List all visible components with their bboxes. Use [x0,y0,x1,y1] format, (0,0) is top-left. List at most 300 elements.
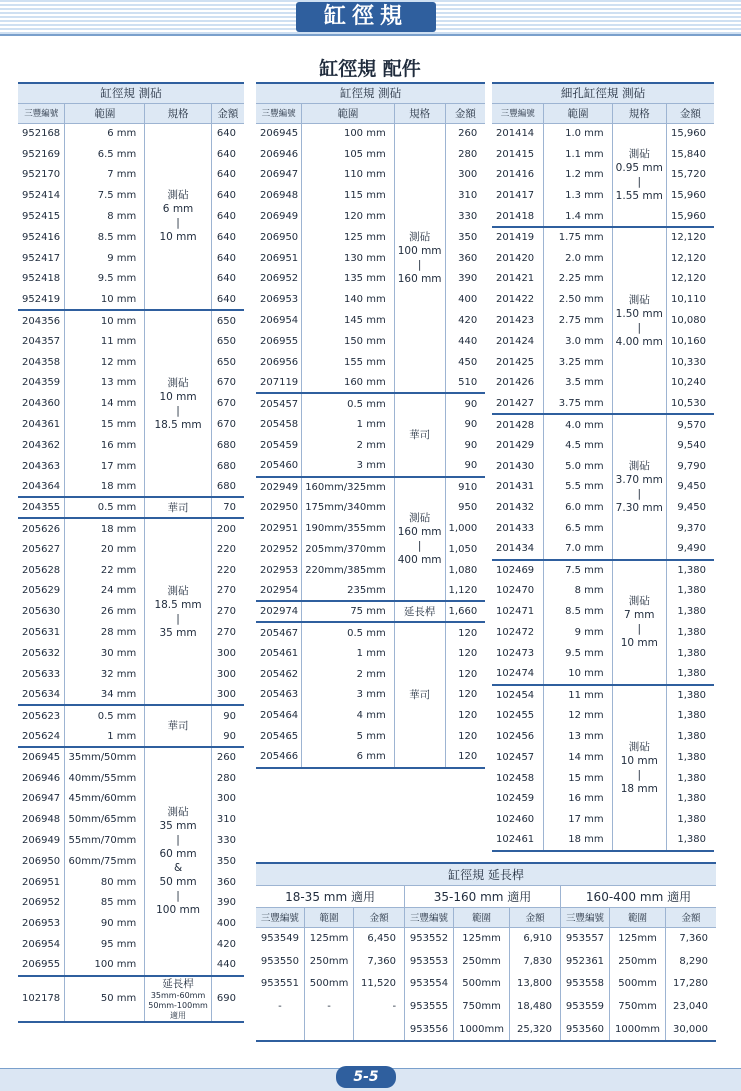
spec-line: | [637,768,642,781]
col-spec: 規格 [612,103,666,123]
item-code: 102461 [496,834,535,846]
item-amount: 420 [216,938,236,950]
item-amount: 640 [216,231,236,243]
item-range: 17 mm [65,456,145,477]
item-range: 10 mm [65,310,145,331]
item-code: 204359 [22,377,61,389]
item-code: 206947 [22,793,61,805]
extension-title: 缸徑規 延長桿 [256,863,716,885]
item-spec [145,705,212,747]
spec-line: | [176,404,180,417]
item-amount: 8,290 [666,950,716,973]
item-code: 206953 [260,294,299,306]
item-range: 1.4 mm [544,206,612,227]
col-spec: 規格 [394,103,445,123]
item-range: 10 mm [544,664,612,685]
item-amount: 350 [216,855,236,867]
spec-line: 測砧 [167,189,189,202]
col-range: 範圍 [453,907,509,927]
item-amount: 1,380 [677,751,706,763]
spec-line: 10 mm [620,754,658,767]
item-range: 1000mm [609,1018,665,1041]
table-row [256,165,485,186]
spec-line: 測砧 [409,511,431,524]
spec-line: 測砧 [167,806,189,819]
item-range: 2.50 mm [544,289,612,310]
table-row [256,973,716,996]
table-row [492,414,714,435]
item-code: 206949 [22,834,61,846]
item-code: 202952 [260,543,299,555]
item-amount: 1,050 [448,543,478,555]
table-row [256,373,485,394]
item-code: 205629 [22,585,61,597]
spec-line: | [637,321,642,334]
item-code: 205467 [256,622,302,643]
item-code: 201429 [496,439,535,451]
item-range: 175mm/340mm [302,497,395,518]
item-range: 125mm [609,927,665,950]
item-range: 250mm [609,950,665,973]
right-fine-bore-table [492,82,714,852]
item-amount: 10,160 [671,335,706,347]
item-amount: 910 [445,477,485,498]
item-code: 204356 [18,310,65,331]
item-amount: 10,530 [671,397,706,409]
item-amount: 90 [211,705,244,726]
item-code: 205466 [260,751,299,763]
table-row [256,497,485,518]
item-amount: 280 [458,148,478,160]
item-amount: 1,380 [677,814,706,826]
item-range: 500mm [304,973,353,996]
table-row [492,497,714,518]
item-amount: 9,370 [677,523,706,535]
item-amount: 30,000 [666,1018,716,1041]
item-range: 60mm/75mm [65,851,145,872]
item-amount: 17,280 [666,973,716,996]
item-range: 750mm [609,995,665,1018]
item-code: 206954 [22,938,61,950]
item-code: 206951 [22,876,61,888]
page-title: 缸徑規 [296,2,436,32]
middle-anvil-table [256,82,485,769]
table-row [492,539,714,560]
item-amount: 510 [458,376,478,388]
table-row [256,352,485,373]
item-code: 206950 [22,855,61,867]
item-range: 18 mm [544,830,612,851]
item-code: 204362 [22,439,61,451]
item-amount: 1,380 [677,606,706,618]
item-spec [145,976,212,1022]
item-code: 952418 [22,273,61,285]
item-range: 34 mm [65,685,145,706]
item-code: 201417 [496,190,535,202]
spec-line: 華司 [167,720,189,733]
item-code: 202954 [260,584,299,596]
spec-line: 華司 [167,501,189,514]
table-row [492,165,714,186]
item-range: 110 mm [302,165,395,186]
item-range: 18 mm [65,477,145,498]
item-code: 205628 [22,564,61,576]
col-code: 三豐編號 [561,907,610,927]
item-code: 206952 [260,273,299,285]
item-amount: 15,720 [671,169,706,181]
item-amount: 7,830 [510,950,561,973]
page-footer [0,1068,741,1091]
item-amount: 1,380 [677,710,706,722]
item-amount: 13,800 [510,973,561,996]
item-amount: 300 [216,793,236,805]
col-code: 三豐編號 [405,907,454,927]
item-range: 7.5 mm [65,185,145,206]
item-code: 102454 [492,685,544,706]
table-row [256,310,485,331]
extension-rod-table [256,862,716,1042]
item-code: 205631 [22,627,61,639]
table-row [492,643,714,664]
item-range: 500mm [609,973,665,996]
item-range: 3.0 mm [544,331,612,352]
item-code: 207119 [260,376,299,388]
col-spec: 規格 [145,103,212,123]
item-range: 15 mm [65,414,145,435]
spec-line: | [417,258,422,271]
item-code: 202974 [256,601,302,622]
table-row [256,747,485,768]
item-amount: 1,380 [666,560,714,581]
spec-line: | [637,487,642,500]
table-row [256,622,485,643]
col-amount: 金額 [354,907,405,927]
col-amount: 金額 [510,907,561,927]
item-code: 205633 [22,668,61,680]
item-code: 102458 [496,772,535,784]
spec-line: 1.50 mm [615,307,663,320]
table-row [492,456,714,477]
item-amount: 1,380 [677,772,706,784]
table-row [492,664,714,685]
table-row [492,352,714,373]
item-amount: 1,660 [445,601,485,622]
item-range: 14 mm [65,393,145,414]
item-amount: 6,450 [354,927,405,950]
item-amount: 25,320 [510,1018,561,1041]
item-range: 4.5 mm [544,435,612,456]
item-amount: 390 [458,273,478,285]
item-range: 120 mm [302,206,395,227]
item-code: 204361 [22,419,61,431]
item-code: 205457 [256,393,302,414]
item-amount: 300 [216,688,236,700]
item-range: 4.0 mm [544,414,612,435]
item-code: 102455 [496,710,535,722]
item-amount: 120 [458,710,478,722]
spec-line: 華司 [409,428,431,441]
item-amount: 310 [458,190,478,202]
spec-line: 測砧 [628,147,650,160]
item-range: 50 mm [65,976,145,1022]
spec-line: 0.95 mm [615,161,663,174]
table-row [18,705,244,726]
item-range: 80 mm [65,872,145,893]
item-range: 3.5 mm [544,373,612,394]
item-amount: 360 [458,252,478,264]
table-row [18,518,244,539]
item-spec [145,747,212,976]
item-range: 135 mm [302,269,395,290]
item-code: 952168 [22,128,61,140]
spec-line: 18 mm [620,782,658,795]
spec-line: 測砧 [628,459,650,472]
item-range: 1.0 mm [544,123,612,144]
spec-line: | [637,175,642,188]
item-range: 250mm [453,950,509,973]
item-range: 9 mm [544,622,612,643]
spec-line: 3.70 mm [615,473,663,486]
item-code: 952417 [22,252,61,264]
spec-line: 100 mm [397,244,442,257]
item-amount: 90 [223,730,236,742]
item-amount: 9,790 [677,460,706,472]
item-range: 3.75 mm [544,393,612,414]
item-code: 201420 [496,252,535,264]
item-code: 201425 [496,356,535,368]
spec-line: 測砧 [409,230,431,243]
table-row [256,1018,716,1041]
spec-line: 35 mm [159,820,197,833]
spec-line: 100 mm [156,904,200,917]
item-range: 16 mm [544,789,612,810]
item-amount: 690 [211,976,244,1022]
page-number: 5-5 [336,1066,396,1088]
table-row [492,747,714,768]
item-code: 205458 [260,419,299,431]
table-row [256,393,485,414]
item-amount: 220 [216,543,236,555]
item-range: 30 mm [65,643,145,664]
item-amount: 640 [216,273,236,285]
item-code: 952170 [22,169,61,181]
item-code: 205630 [22,606,61,618]
table-row [256,581,485,602]
item-range: 140 mm [302,289,395,310]
item-code: 201430 [496,460,535,472]
table-row [256,664,485,685]
item-range: 1000mm [453,1018,509,1041]
item-code: 205634 [22,688,61,700]
col-range: 範圍 [304,907,353,927]
item-range: 8 mm [544,581,612,602]
table-row [492,789,714,810]
item-range: 6.5 mm [65,144,145,165]
item-range: 8.5 mm [65,227,145,248]
table-row [492,289,714,310]
table-row [492,518,714,539]
item-code: 205632 [22,647,61,659]
table-row [492,581,714,602]
item-range: 155 mm [302,352,395,373]
item-amount: 10,240 [671,377,706,389]
item-range: 1.2 mm [544,165,612,186]
item-range: 17 mm [544,809,612,830]
item-code: 205461 [260,647,299,659]
item-amount: 640 [216,190,236,202]
item-amount: 640 [216,148,236,160]
item-code [256,1018,304,1041]
spec-line: | [176,612,180,625]
item-amount: 650 [216,356,236,368]
table-row [256,144,485,165]
item-code: 206951 [260,252,299,264]
spec-line: 60 mm [159,848,197,861]
item-amount: 400 [216,918,236,930]
spec-line: 延長桿 [162,977,194,990]
item-amount: 120 [458,689,478,701]
table-row [256,560,485,581]
item-amount: 9,450 [677,481,706,493]
item-amount: 120 [458,647,478,659]
item-range: 5.0 mm [544,456,612,477]
table-row [256,643,485,664]
item-range: 9.5 mm [544,643,612,664]
item-amount: 640 [216,252,236,264]
item-code: 206945 [260,128,299,140]
item-code: 205460 [260,460,299,472]
item-code: 206949 [260,211,299,223]
item-amount: 90 [445,393,485,414]
item-amount: 390 [216,897,236,909]
item-code: 102459 [496,793,535,805]
item-amount: 10,330 [671,356,706,368]
table-row [18,497,244,518]
table-row [256,601,485,622]
table-row [256,685,485,706]
item-amount: 15,840 [671,148,706,160]
item-code: 204364 [22,480,61,492]
col-code: 三豐編號 [492,103,544,123]
item-spec [145,518,212,705]
extension-section-label: 160-400 mm 適用 [561,885,716,907]
item-amount: 120 [458,751,478,763]
item-amount: 1,380 [677,647,706,659]
item-amount: 9,490 [677,543,706,555]
table-row [492,768,714,789]
item-amount: 670 [216,398,236,410]
item-range: 75 mm [302,601,395,622]
item-amount: 640 [216,211,236,223]
item-code: 205462 [260,668,299,680]
item-range: 190mm/355mm [302,518,395,539]
item-range: 105 mm [302,144,395,165]
item-amount: 7,360 [354,950,405,973]
item-code: 201416 [496,169,535,181]
item-amount: 1,380 [677,731,706,742]
spec-line: & [173,862,183,875]
item-range: 55mm/70mm [65,830,145,851]
table-row [492,830,714,851]
item-amount: 280 [216,772,236,784]
table-row [256,995,716,1018]
item-code: 201424 [496,335,535,347]
item-amount: 650 [211,310,244,331]
item-range: 160 mm [302,373,395,394]
spec-line: 測砧 [167,584,189,597]
table-row [492,331,714,352]
table-row [256,927,716,950]
item-range: 1 mm [302,414,395,435]
item-range: 24 mm [65,581,145,602]
table-row [256,248,485,269]
item-spec [394,601,445,622]
table-row [256,539,485,560]
item-spec [612,123,666,227]
table-row [492,227,714,248]
item-amount: 350 [458,231,478,243]
item-code: 201434 [496,543,535,555]
item-range: 205mm/370mm [302,539,395,560]
item-code: 953555 [405,995,454,1018]
item-spec [394,393,445,476]
item-code: 204363 [22,460,61,472]
table-row [256,206,485,227]
item-range: 100 mm [302,123,395,144]
item-amount: 1,380 [677,668,706,680]
item-range: 2 mm [302,664,395,685]
spec-line: 10 mm [620,637,658,650]
item-code: 201431 [496,481,535,493]
spec-line: 測砧 [628,740,650,753]
item-amount: 270 [216,585,236,597]
item-range: 45mm/60mm [65,789,145,810]
spec-line: 10 mm [159,231,197,244]
item-code: 953556 [405,1018,454,1041]
spec-line: 10 mm [159,390,197,403]
item-code: 102474 [496,668,535,680]
item-range: 5.5 mm [544,477,612,498]
item-range: 9.5 mm [65,269,145,290]
spec-line: 35mm-60mm [150,990,206,1000]
table-row [492,269,714,290]
item-range: 12 mm [65,352,145,373]
table-row [256,289,485,310]
spec-line: 50mm-100mm [148,1000,208,1010]
table-row [256,123,485,144]
item-code: 102471 [496,606,535,618]
item-amount: 18,480 [510,995,561,1018]
item-range: 40mm/55mm [65,768,145,789]
table-title: 缸徑規 測砧 [256,83,485,103]
item-amount: 450 [458,356,478,368]
item-range: 150 mm [302,331,395,352]
item-range: 90 mm [65,913,145,934]
table-row [492,435,714,456]
item-range: 13 mm [65,373,145,394]
table-row [256,950,716,973]
item-amount: 90 [464,419,478,431]
item-range: 125mm [304,927,353,950]
item-range: 7.5 mm [544,560,612,581]
table-row [256,331,485,352]
table-row [492,185,714,206]
spec-line: 7 mm [624,609,655,622]
table-row [492,622,714,643]
item-code: 102469 [492,560,544,581]
item-range: 1 mm [65,726,145,747]
table-row [492,560,714,581]
